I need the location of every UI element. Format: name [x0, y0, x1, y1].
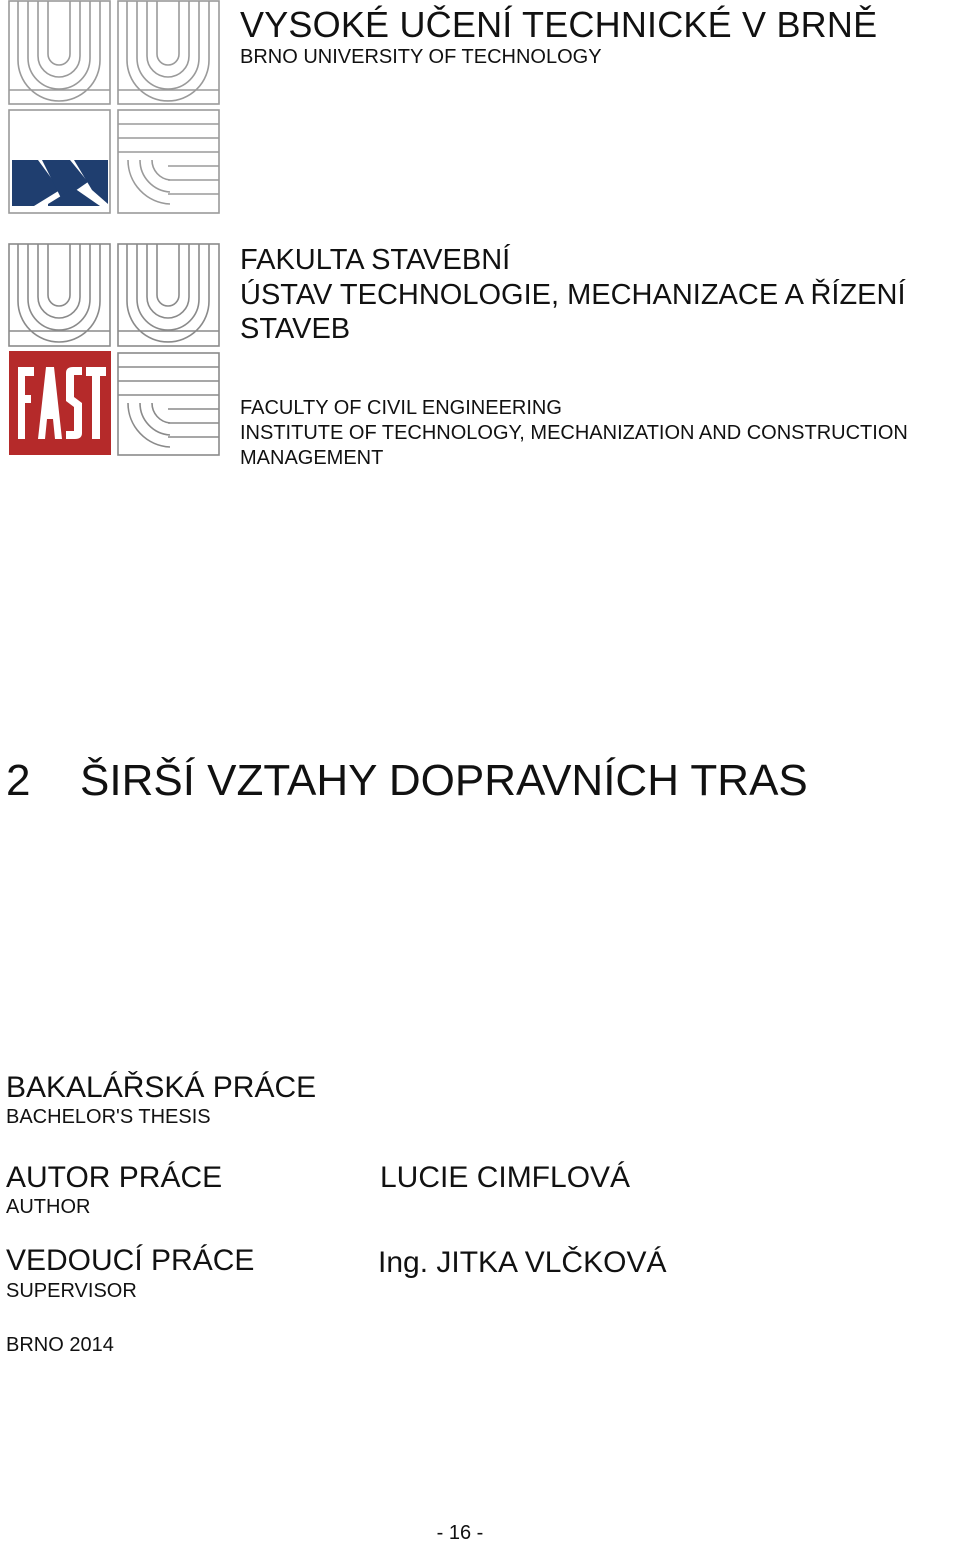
university-name-en: BRNO UNIVERSITY OF TECHNOLOGY — [240, 46, 602, 68]
supervisor-label-cz: VEDOUCÍ PRÁCE — [6, 1244, 255, 1277]
faculty-name-cz: FAKULTA STAVEBNÍ — [240, 244, 511, 276]
thesis-type-en: BACHELOR'S THESIS — [6, 1106, 211, 1128]
chapter-number: 2 — [6, 756, 31, 805]
page-number: - 16 - — [436, 1522, 484, 1544]
institute-name-cz-line2: STAVEB — [240, 313, 351, 345]
chapter-title: ŠIRŠÍ VZTAHY DOPRAVNÍCH TRAS — [80, 756, 808, 805]
supervisor-name: Ing. JITKA VLČKOVÁ — [378, 1246, 667, 1279]
fast-logo-icon — [8, 243, 222, 457]
institute-name-en-line2: MANAGEMENT — [240, 447, 384, 469]
institute-name-en-line1: INSTITUTE OF TECHNOLOGY, MECHANIZATION AND CONSTRUCTION — [240, 422, 908, 444]
university-name-cz: VYSOKÉ UČENÍ TECHNICKÉ V BRNĚ — [240, 4, 878, 45]
institute-name-cz-line1: ÚSTAV TECHNOLOGIE, MECHANIZACE A ŘÍZENÍ — [240, 279, 906, 311]
supervisor-label-en: SUPERVISOR — [6, 1280, 137, 1302]
author-label-cz: AUTOR PRÁCE — [6, 1161, 223, 1194]
but-logo-icon — [8, 0, 222, 216]
place-year: BRNO 2014 — [6, 1334, 114, 1356]
thesis-type-cz: BAKALÁŘSKÁ PRÁCE — [6, 1071, 317, 1104]
author-name: LUCIE CIMFLOVÁ — [380, 1161, 631, 1194]
author-label-en: AUTHOR — [6, 1196, 91, 1218]
faculty-name-en: FACULTY OF CIVIL ENGINEERING — [240, 397, 562, 419]
